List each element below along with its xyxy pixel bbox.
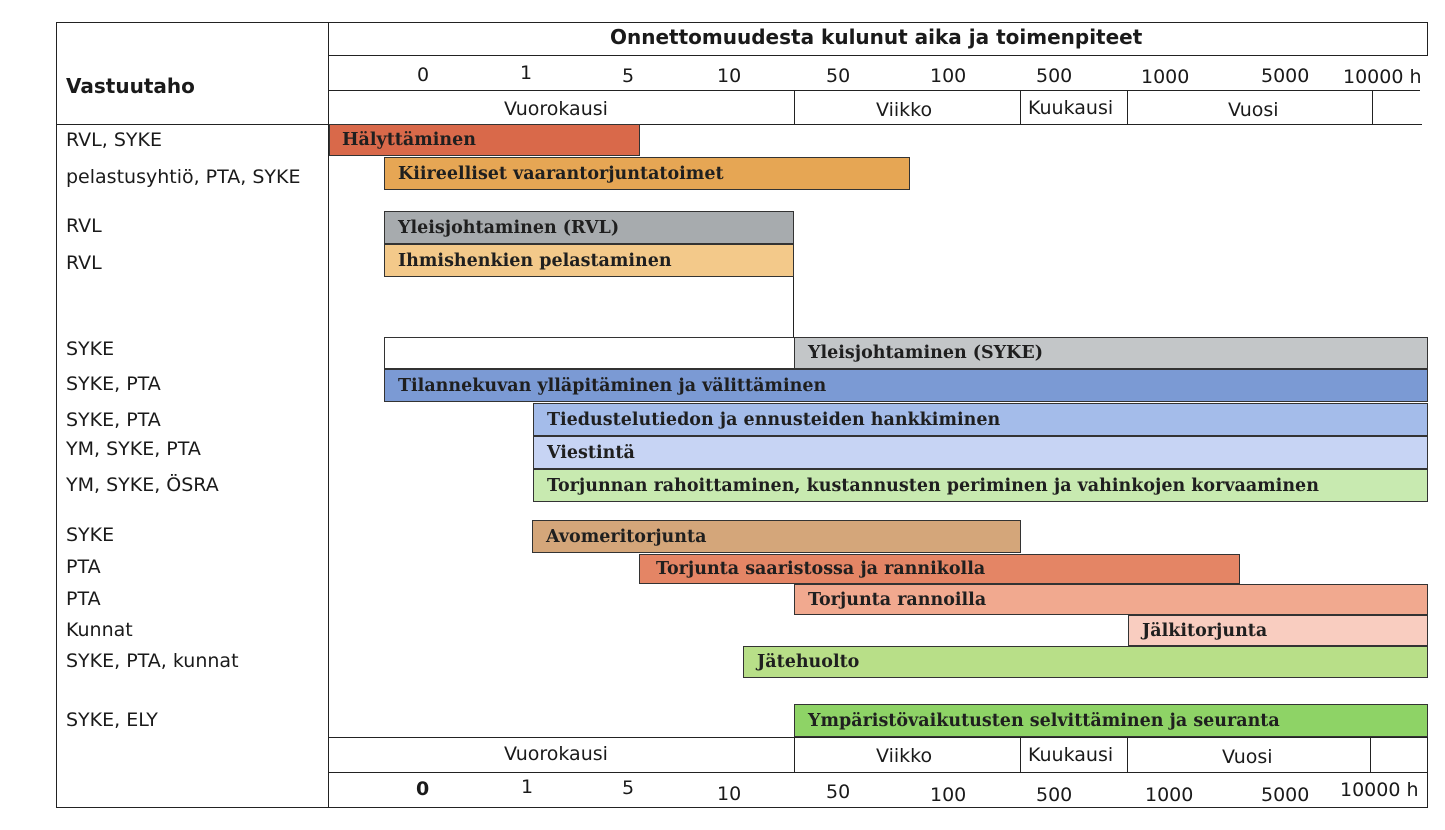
task-bar-yleisjohtaminen-rvl (384, 211, 794, 244)
time-tick-top: 100 (930, 65, 967, 87)
responsible-label: PTA (66, 556, 101, 578)
period-divider-bottom (1127, 737, 1128, 772)
task-bar-label: Kiireelliset vaarantorjuntatoimet (398, 163, 724, 184)
task-bar-torjunta-rannoilla (794, 584, 1428, 615)
task-bar-kiireelliset-vaarantorjuntatoimet (384, 157, 910, 190)
period-label-bottom: Kuukausi (1028, 744, 1114, 766)
task-bar-label: Torjunnan rahoittaminen, kustannusten periminen ja vahinkojen korvaaminen (547, 475, 1319, 496)
chart-title: Onnettomuudesta kulunut aika ja toimenpiteet (610, 25, 1143, 49)
time-tick-top: 1000 (1141, 66, 1190, 88)
time-tick-bottom: 10 (717, 783, 742, 805)
footer-mid-divider (328, 772, 1428, 773)
period-divider-bottom (1020, 737, 1021, 772)
task-bar-viestinta (533, 436, 1428, 469)
time-tick-top: 1 (520, 62, 533, 84)
table-bottom-border (56, 807, 1428, 808)
task-bar-label: Viestintä (547, 442, 635, 463)
period-label-top: Vuorokausi (504, 98, 608, 120)
period-divider-top (794, 90, 795, 124)
task-bar-label: Avomeritorjunta (546, 526, 707, 547)
time-tick-bottom: 5 (622, 777, 635, 799)
period-label-top: Vuosi (1228, 99, 1279, 121)
task-bar-torjunnan-rahoittaminen (533, 469, 1428, 502)
task-bar-tilannekuva (384, 369, 1428, 402)
responsible-label: SYKE, PTA (66, 373, 161, 395)
time-tick-bottom: 100 (930, 784, 967, 806)
task-bar-label: Jätehuolto (757, 652, 860, 672)
header-bottom-divider (56, 124, 1422, 125)
period-label-bottom: Vuosi (1222, 746, 1273, 768)
time-tick-bottom: 0 (416, 778, 430, 800)
task-bar-jatehuolto (743, 646, 1428, 678)
time-tick-bottom: 10000 h (1340, 779, 1419, 801)
period-divider-top (1020, 90, 1021, 124)
task-bar-label: Yleisjohtaminen (RVL) (398, 217, 620, 238)
time-tick-bottom: 50 (826, 781, 851, 803)
responsible-label: YM, SYKE, ÖSRA (66, 474, 219, 496)
task-bar-label: Tilannekuvan ylläpitäminen ja välittäminen (398, 375, 827, 396)
time-tick-bottom: 1 (521, 776, 534, 798)
time-tick-bottom: 500 (1036, 784, 1073, 806)
responsible-column-header: Vastuutaho (66, 74, 195, 98)
responsible-label: SYKE, PTA (66, 409, 161, 431)
phase-connector-line (793, 276, 794, 338)
task-bar-blank-segment (384, 337, 795, 369)
ticks-row-divider (328, 90, 1420, 91)
task-bar-label: Tiedustelutiedon ja ennusteiden hankkiminen (547, 409, 1001, 430)
table-left-border (56, 22, 57, 807)
responsible-label: SYKE, PTA, kunnat (66, 650, 239, 672)
period-label-bottom: Viikko (876, 745, 933, 767)
task-bar-torjunta-saaristossa (639, 554, 1240, 584)
task-bar-label: Hälyttäminen (342, 130, 476, 150)
task-bar-label: Yleisjohtaminen (SYKE) (808, 343, 1044, 363)
period-divider-top (1372, 90, 1373, 124)
task-bar-tiedustelutieto (533, 403, 1428, 436)
time-tick-top: 10000 h (1343, 66, 1422, 88)
task-bar-label: Torjunta saaristossa ja rannikolla (656, 559, 986, 579)
period-label-bottom: Vuorokausi (504, 743, 608, 765)
task-bar-avomeritorjunta (532, 520, 1021, 553)
period-label-top: Kuukausi (1028, 97, 1114, 119)
table-right-border (1427, 22, 1428, 55)
time-tick-bottom: 5000 (1261, 784, 1310, 806)
responsible-label: YM, SYKE, PTA (66, 438, 201, 460)
period-divider-top (1127, 90, 1128, 124)
task-bar-ihmishenkien-pelastaminen (384, 244, 794, 277)
responsible-label: pelastusyhtiö, PTA, SYKE (66, 166, 301, 188)
time-tick-top: 500 (1036, 65, 1073, 87)
task-bar-halyttaminen (329, 124, 640, 156)
responsible-label: SYKE (66, 338, 115, 360)
responsible-label: RVL (66, 215, 102, 237)
time-tick-top: 5000 (1261, 65, 1310, 87)
time-tick-top: 50 (826, 65, 851, 87)
task-bar-label: Jälkitorjunta (1142, 620, 1268, 641)
task-bar-label: Torjunta rannoilla (808, 589, 987, 610)
responsible-label: Kunnat (66, 619, 133, 641)
title-row-divider (328, 55, 1428, 56)
responsible-label: RVL, SYKE (66, 129, 162, 151)
responsible-label: SYKE, ELY (66, 709, 158, 731)
table-right-border-lower (1427, 737, 1428, 807)
time-tick-top: 10 (717, 65, 742, 87)
time-tick-top: 0 (417, 64, 430, 86)
responsible-label: SYKE (66, 524, 115, 546)
task-bar-jalkitorjunta (1128, 615, 1428, 646)
period-label-top: Viikko (876, 99, 933, 121)
task-bar-label: Ympäristövaikutusten selvittäminen ja seuranta (808, 710, 1280, 731)
period-divider-bottom (794, 737, 795, 772)
task-bar-ymparistovaikutukset (794, 704, 1428, 737)
responsible-label: RVL (66, 252, 102, 274)
period-divider-bottom (1370, 737, 1371, 772)
time-tick-top: 5 (622, 65, 635, 87)
responsible-label: PTA (66, 588, 101, 610)
table-top-border (56, 22, 1428, 23)
time-tick-bottom: 1000 (1145, 784, 1194, 806)
footer-top-divider (328, 737, 1428, 738)
task-bar-label: Ihmishenkien pelastaminen (398, 250, 672, 271)
task-bar-yleisjohtaminen-syke (794, 337, 1428, 369)
